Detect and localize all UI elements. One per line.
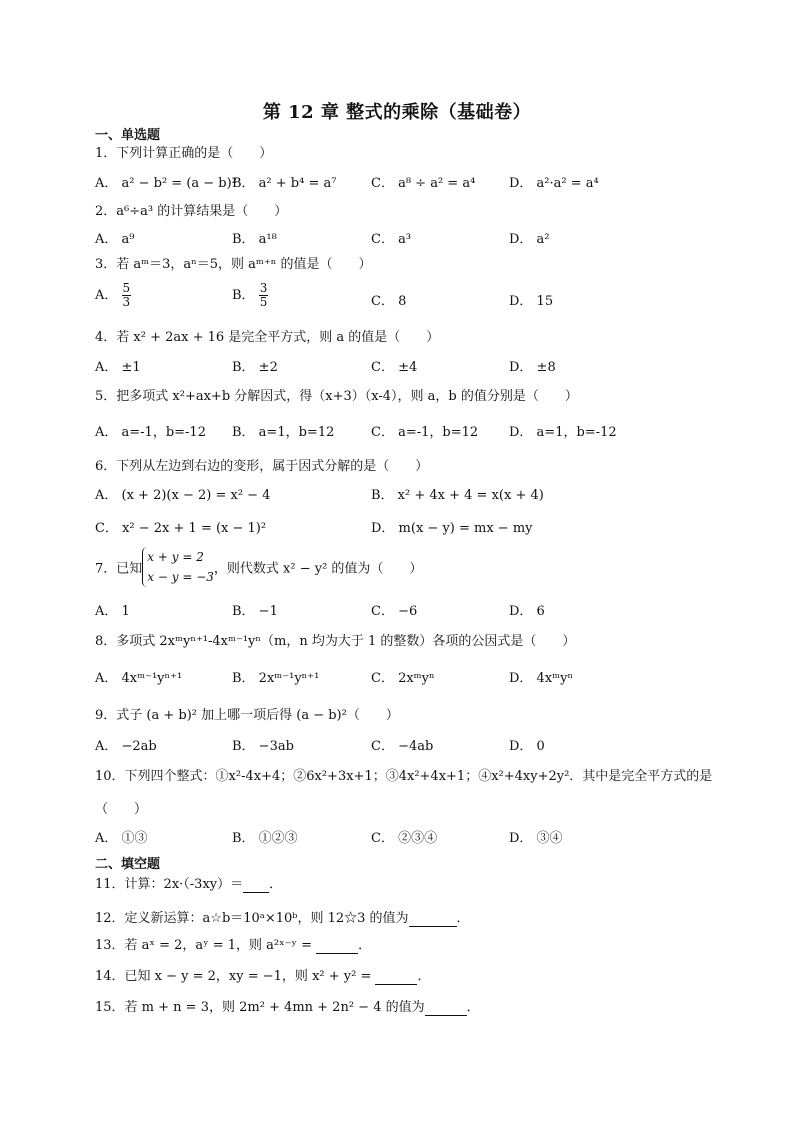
option-d[interactable]: D． a² [509, 232, 550, 247]
equation-system [142, 547, 214, 587]
question-7-options [95, 600, 705, 622]
question-8-options [95, 667, 705, 689]
option-a[interactable]: A． 4xᵐ⁻¹yⁿ⁺¹ [95, 671, 183, 686]
section-heading-single-choice: 一、单选题 [95, 128, 161, 143]
question-2-stem: 2．a⁶÷a³ 的计算结果是（ ） [95, 204, 288, 219]
option-a[interactable]: A． 1 [95, 604, 130, 619]
option-b[interactable]: B． a¹⁸ [232, 232, 277, 247]
option-c[interactable]: C． ±4 [371, 360, 418, 375]
option-d[interactable]: D． 6 [509, 604, 545, 619]
option-d[interactable]: D． a=1，b=-12 [509, 425, 617, 440]
option-b[interactable]: B． −3ab [232, 739, 294, 754]
fraction [122, 282, 132, 309]
section-heading-fill-in: 二、填空题 [95, 857, 161, 872]
question-text: 11．计算：2x·（-3xy）＝ [95, 877, 244, 892]
page-title: 第 12 章 整式的乘除（基础卷） [262, 102, 532, 123]
option-b[interactable]: B． x² + 4x + 4 = x(x + 4) [371, 488, 544, 503]
numerator: 3 [259, 281, 268, 295]
option-b[interactable]: B． −1 [232, 604, 278, 619]
question-3-options [95, 282, 705, 314]
denominator: 3 [122, 295, 131, 309]
question-5-options [95, 421, 705, 443]
option-c[interactable]: C． −6 [371, 604, 418, 619]
option-a[interactable]: A． ①③ [95, 831, 148, 846]
question-end: ． [466, 1000, 480, 1015]
question-15 [95, 996, 480, 1016]
question-6-options-row2 [95, 517, 705, 539]
option-d[interactable]: D． m(x − y) = mx − my [371, 521, 533, 536]
question-6-options-row1 [95, 484, 705, 506]
option-c[interactable]: C． x² − 2x + 1 = (x − 1)² [95, 521, 267, 536]
question-end: ． [358, 938, 372, 953]
question-14 [95, 965, 431, 985]
option-a[interactable]: A． a=-1，b=-12 [95, 425, 206, 440]
numerator: 5 [122, 281, 131, 295]
option-c[interactable]: C． 2xᵐyⁿ [371, 671, 435, 686]
question-2-options [95, 228, 705, 250]
question-4-stem: 4．若 x² + 2ax + 16 是完全平方式，则 a 的值是（ ） [95, 330, 440, 345]
option-c[interactable]: C． 8 [371, 294, 407, 309]
option-a[interactable]: A． (x + 2)(x − 2) = x² − 4 [95, 488, 271, 503]
option-c[interactable]: C． a⁸ ÷ a² = a⁴ [371, 176, 476, 191]
option-d[interactable]: D． 0 [509, 739, 545, 754]
option-c[interactable]: C． a³ [371, 232, 412, 247]
option-letter: A． [95, 288, 118, 303]
option-a[interactable]: A． a² − b² = (a − b)² [95, 176, 237, 191]
denominator: 5 [259, 295, 268, 309]
option-d[interactable]: D． a²·a² = a⁴ [509, 176, 599, 191]
option-b[interactable]: B． 2xᵐ⁻¹yⁿ⁺¹ [232, 671, 320, 686]
option-d[interactable]: D． ±8 [509, 360, 556, 375]
answer-blank[interactable] [375, 969, 417, 985]
option-letter: B． [232, 288, 255, 303]
answer-blank[interactable] [425, 1000, 467, 1016]
answer-blank[interactable] [316, 938, 358, 954]
question-5-stem: 5．把多项式 x²+ax+b 分解因式，得（x+3）（x-4），则 a，b 的值分别是（ ） [95, 389, 578, 404]
fraction [259, 282, 269, 309]
question-11 [95, 873, 282, 893]
question-12 [95, 907, 470, 927]
question-3-stem: 3．若 aᵐ＝3，aⁿ＝5，则 aᵐ⁺ⁿ 的值是（ ） [95, 257, 372, 272]
question-text: 12．定义新运算：a☆b＝10ᵃ×10ᵇ，则 12☆3 的值为 [95, 911, 409, 926]
question-4-options [95, 356, 705, 378]
question-10-stem-bracket: （ ） [95, 802, 148, 817]
question-9-stem: 9．式子 (a + b)² 加上哪一项后得 (a − b)²（ ） [95, 708, 399, 723]
question-end: ． [417, 969, 431, 984]
answer-blank[interactable] [409, 911, 457, 927]
option-d[interactable]: D． ③④ [509, 831, 563, 846]
equation-2: x − y = −3 [147, 570, 214, 584]
answer-blank[interactable] [243, 877, 269, 893]
question-1-stem: 1．下列计算正确的是（ ） [95, 146, 273, 161]
question-10-stem: 10．下列四个整式：①x²-4x+4；②6x²+3x+1；③4x²+4x+1；④x²+4xy+2y²．其中是完全平方式的是 [95, 769, 713, 784]
option-b[interactable]: B． a² + b⁴ = a⁷ [232, 176, 337, 191]
question-end: ． [269, 877, 283, 892]
question-13 [95, 934, 371, 954]
equation-1: x + y = 2 [147, 550, 204, 564]
stem-suffix: ，则代数式 x² − y² 的值为（ ） [213, 561, 423, 577]
option-a[interactable]: A． ±1 [95, 360, 141, 375]
option-a[interactable] [95, 282, 131, 309]
option-c[interactable]: C． a=-1，b=12 [371, 425, 479, 440]
question-6-stem: 6．下列从左边到右边的变形，属于因式分解的是（ ） [95, 459, 429, 474]
question-text: 13．若 aˣ = 2，aʸ = 1，则 a²ˣ⁻ʸ = [95, 938, 317, 953]
question-text: 14．已知 x − y = 2，xy = −1，则 x² + y² = [95, 969, 376, 984]
question-7-stem [95, 547, 422, 589]
question-9-options [95, 735, 705, 757]
option-b[interactable] [232, 282, 268, 309]
question-1-options [95, 172, 705, 194]
stem-prefix: 7．已知 [95, 561, 143, 577]
option-a[interactable]: A． −2ab [95, 739, 157, 754]
option-b[interactable]: B． a=1，b=12 [232, 425, 335, 440]
question-end: ． [456, 911, 470, 926]
question-10-options [95, 827, 705, 849]
option-a[interactable]: A． a⁹ [95, 232, 135, 247]
question-8-stem: 8．多项式 2xᵐyⁿ⁺¹-4xᵐ⁻¹yⁿ（m，n 均为大于 1 的整数）各项的公因式是（ ） [95, 634, 576, 649]
question-text: 15．若 m + n = 3，则 2m² + 4mn + 2n² − 4 的值为 [95, 1000, 425, 1015]
option-b[interactable]: B． ①②③ [232, 831, 298, 846]
option-b[interactable]: B． ±2 [232, 360, 278, 375]
option-c[interactable]: C． ②③④ [371, 831, 438, 846]
option-c[interactable]: C． −4ab [371, 739, 434, 754]
option-d[interactable]: D． 15 [509, 294, 554, 309]
option-d[interactable]: D． 4xᵐyⁿ [509, 671, 574, 686]
